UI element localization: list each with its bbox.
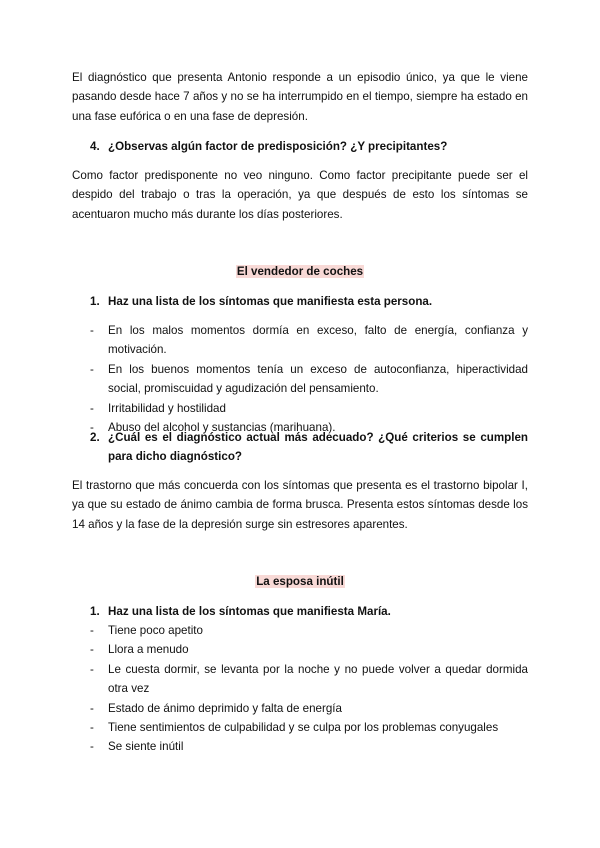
intro-paragraph: El diagnóstico que presenta Antonio responde a un episodio único, ya que le viene pasando desde hace 7 años y no se ha interrumpido en el tiempo, siempre ha estado en una fase eufórica o en una fase de depresión. — [72, 71, 528, 123]
question-text: ¿Observas algún factor de predisposición? ¿Y precipitantes? — [108, 140, 448, 153]
dash-bullet: - — [90, 721, 94, 735]
list-item-text: Estado de ánimo deprimido y falta de energía — [108, 701, 342, 715]
section-title: La esposa inútil — [256, 575, 344, 588]
list-item-text: Llora a menudo — [108, 643, 189, 657]
list-item-text: Tiene sentimientos de culpabilidad y se culpa por los problemas conyugales — [108, 721, 499, 735]
dash-bullet: - — [90, 401, 94, 415]
list-item — [90, 640, 528, 659]
list-item-text: Se siente inútil — [108, 740, 184, 754]
dash-bullet: - — [90, 362, 94, 376]
list-item-text: Le cuesta dormir, se levanta por la noche y no puede volver a quedar dormida otra vez — [108, 662, 528, 696]
list-item — [90, 737, 528, 756]
list-item-text: Abuso del alcohol y sustancias (marihuana). — [108, 421, 336, 435]
list-item — [90, 660, 528, 699]
list-item-text: Tiene poco apetito — [108, 624, 203, 637]
question-number: 1. — [90, 295, 100, 308]
question-4 — [90, 137, 528, 156]
section-heading-esposa — [0, 572, 600, 591]
vendedor-symptom-list — [90, 321, 528, 437]
dash-bullet: - — [90, 662, 94, 676]
list-item — [90, 360, 528, 399]
question-number: 4. — [90, 140, 100, 153]
vendedor-question-2 — [90, 428, 528, 467]
list-item-text: Irritabilidad y hostilidad — [108, 401, 226, 415]
dash-bullet: - — [90, 740, 94, 754]
list-item — [90, 399, 528, 418]
dash-bullet: - — [90, 624, 94, 637]
answer-4-paragraph: Como factor predisponente no veo ninguno. Como factor precipitante puede ser el despido del trabajo o tras la operación, ya que después de esto los síntomas se acentuaron mucho más durante los días posteriores. — [72, 169, 528, 221]
list-item — [90, 699, 528, 718]
list-item — [90, 621, 528, 640]
list-item-text: En los malos momentos dormía en exceso, falto de energía, confianza y motivación. — [108, 324, 528, 357]
question-text: ¿Cuál es el diagnóstico actual más adecuado? ¿Qué criterios se cumplen para dicho diagnóstico? — [108, 431, 528, 464]
dash-bullet: - — [90, 324, 94, 337]
vendedor-question-1 — [90, 292, 528, 311]
question-text: Haz una lista de los síntomas que manifiesta esta persona. — [108, 295, 433, 308]
section-title: El vendedor de coches — [236, 265, 364, 278]
question-number: 1. — [90, 605, 100, 618]
dash-bullet: - — [90, 643, 94, 657]
list-item — [90, 718, 528, 737]
list-item-text: En los buenos momentos tenía un exceso de autoconfianza, hiperactividad social, promiscuidad y agudización del pensamiento. — [108, 362, 528, 396]
question-number: 2. — [90, 431, 100, 444]
esposa-question-1 — [90, 602, 528, 621]
section-heading-vendedor — [0, 262, 600, 281]
vendedor-answer-2-paragraph: El trastorno que más concuerda con los síntomas que presenta es el trastorno bipolar I, ya que su estado de ánimo cambia de forma brusca. Presenta estos síntomas desde los 14 años y la fase de la depresión surge sin estresores aparentes. — [72, 479, 528, 531]
question-text: Haz una lista de los síntomas que manifiesta María. — [108, 605, 391, 618]
dash-bullet: - — [90, 421, 94, 435]
list-item — [90, 321, 528, 360]
dash-bullet: - — [90, 701, 94, 715]
esposa-symptom-list — [90, 621, 528, 757]
